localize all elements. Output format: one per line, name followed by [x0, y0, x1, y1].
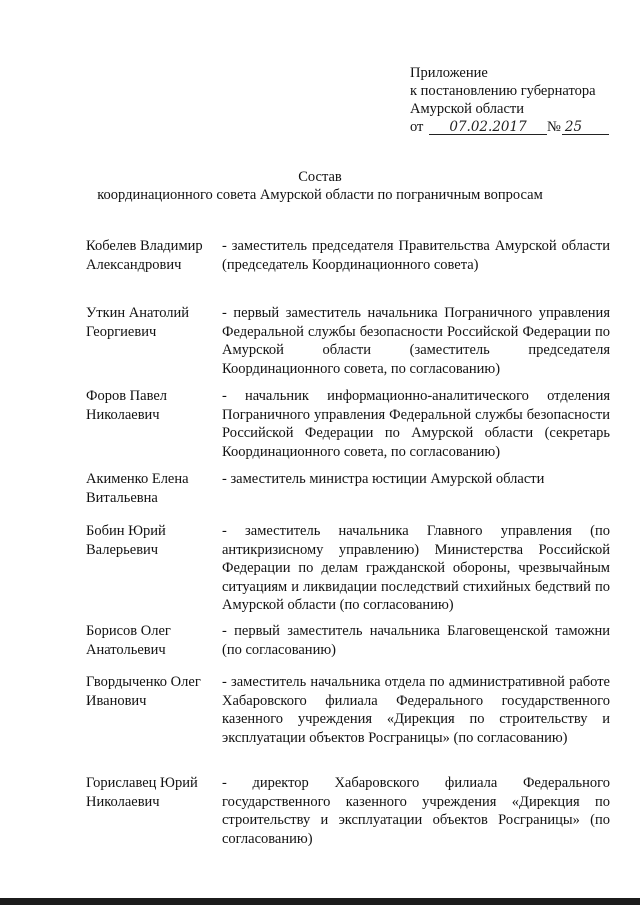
member-role: - заместитель начальника Главного управления (по антикризисному управлению) Министерства Российской Федерации по делам гражданской обороны, чрезвычайным ситуациям и ликвидации последствий стихийных бедствий по Амурской области (по согласованию)	[222, 523, 610, 613]
member-role: - начальник информационно-аналитического отделения Пограничного управления Федеральной службы безопасности Российской Федерации по Амурской области (секретарь Координационного совета, по согласованию)	[222, 388, 610, 460]
appendix-block	[410, 64, 609, 136]
member-name: Форов Павел Николаевич	[86, 388, 168, 423]
appendix-date-line	[410, 118, 609, 136]
member-role: - первый заместитель начальника Благовещенской таможни (по согласованию)	[222, 623, 610, 658]
handwritten-number: 25	[562, 120, 609, 135]
member-name: Кобелев Владимир Александрович	[86, 238, 203, 273]
appendix-decree-ref: к постановлению губернатора	[410, 83, 596, 99]
member-name: Борисов Олег Анатольевич	[86, 623, 171, 658]
member-role: - первый заместитель начальника Пограничного управления Федеральной службы безопасности Российской Федерации по Амурской области (заместитель председателя Координационного совета, по согласованию)	[222, 305, 610, 377]
member-role: - заместитель министра юстиции Амурской области	[222, 471, 545, 487]
title-subheading: координационного совета Амурской области по пограничным вопросам	[97, 187, 543, 203]
document-title	[0, 168, 640, 204]
member-role: - заместитель председателя Правительства Амурской области (председатель Координационного совета)	[222, 238, 610, 273]
handwritten-date: 07.02.2017	[429, 120, 547, 135]
member-role: - директор Хабаровского филиала Федерального государственного казенного учреждения «Дирекция по строительству и эксплуатации объектов Росграницы» (по согласованию)	[222, 775, 610, 847]
appendix-region: Амурской области	[410, 101, 524, 117]
appendix-title: Приложение	[410, 65, 488, 81]
member-name: Акименко Елена Витальевна	[86, 471, 189, 506]
title-heading: Состав	[298, 169, 342, 185]
member-name: Уткин Анатолий Георгиевич	[86, 305, 190, 340]
member-role: - заместитель начальника отдела по административной работе Хабаровского филиала Федерального государственного казенного учреждения «Дирекция по строительству и эксплуатации объектов Росграницы» (по согласованию)	[222, 674, 610, 746]
member-name: Гориславец Юрий Николаевич	[86, 775, 198, 810]
number-sign: №	[547, 119, 561, 135]
date-prefix: от	[410, 119, 424, 135]
member-name: Гвордыченко Олег Иванович	[86, 674, 201, 709]
scan-edge	[0, 898, 640, 905]
member-name: Бобин Юрий Валерьевич	[86, 523, 166, 558]
